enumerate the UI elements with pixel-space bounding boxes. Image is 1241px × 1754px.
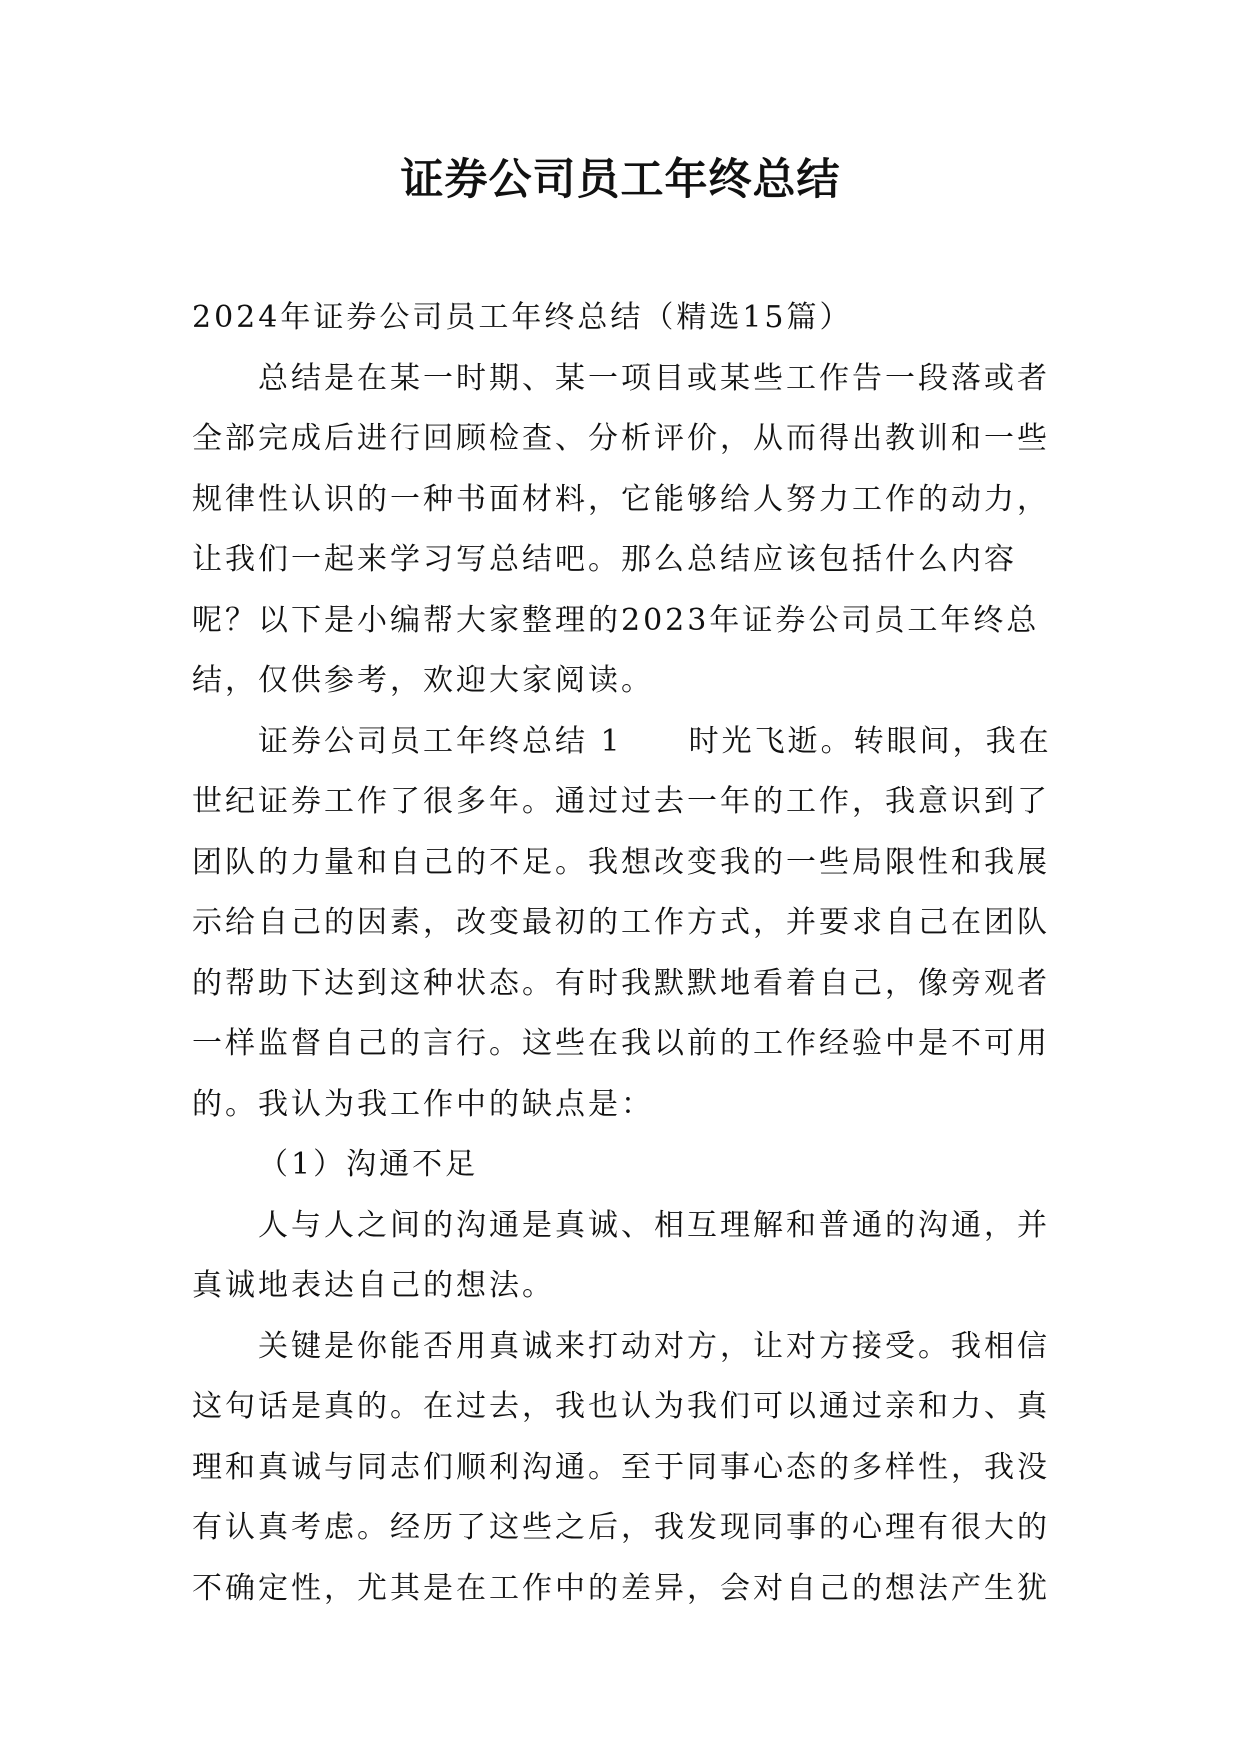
- paragraph-sincerity: [192, 1317, 1072, 1620]
- text-line: 一样监督自己的言行。这些在我以前的工作经验中是不可用: [192, 1026, 1050, 1061]
- document-title: 证券公司员工年终总结: [400, 155, 841, 205]
- text-line: 真诚地表达自己的想法。: [192, 1268, 555, 1303]
- text-line: 的帮助下达到这种状态。有时我默默地看着自己，像旁观者: [192, 965, 1050, 1001]
- text-line: 不确定性，尤其是在工作中的差异，会对自己的想法产生犹: [192, 1570, 1050, 1606]
- text-line: 总结是在某一时期、某一项目或某些工作告一段落或者: [258, 360, 1050, 396]
- text-line: 理和真诚与同志们顺利沟通。至于同事心态的多样性，我没: [192, 1449, 1050, 1485]
- text-line: 让我们一起来学习写总结吧。那么总结应该包括什么内容: [192, 542, 1017, 577]
- document-body: [192, 288, 1072, 1619]
- text-line: 的。我认为我工作中的缺点是：: [192, 1086, 654, 1122]
- text-line: 团队的力量和自己的不足。我想改变我的一些局限性和我展: [192, 844, 1050, 880]
- text-line: 有认真考虑。经历了这些之后，我发现同事的心理有很大的: [192, 1510, 1050, 1545]
- text-line: 全部完成后进行回顾检查、分析评价，从而得出教训和一些: [192, 421, 1050, 456]
- text-line: 结，仅供参考，欢迎大家阅读。: [192, 663, 654, 698]
- text-line: 人与人之间的沟通是真诚、相互理解和普通的沟通，并: [258, 1207, 1050, 1243]
- text-line: 这句话是真的。在过去，我也认为我们可以通过亲和力、真: [192, 1389, 1050, 1424]
- list-item-heading: [192, 1135, 1072, 1196]
- text-line: 示给自己的因素，改变最初的工作方式，并要求自己在团队: [192, 905, 1050, 940]
- subtitle-line: 2024年证券公司员工年终总结（精选15篇）: [192, 300, 853, 335]
- paragraph-communication: [192, 1196, 1072, 1317]
- text-line: （1）沟通不足: [258, 1147, 479, 1182]
- text-line: 规律性认识的一种书面材料，它能够给人努力工作的动力，: [192, 481, 1050, 517]
- text-line: 呢？以下是小编帮大家整理的2023年证券公司员工年终总: [192, 602, 1040, 638]
- document-subtitle: [192, 288, 1072, 349]
- text-line: 证券公司员工年终总结 1 时光飞逝。转眼间，我在: [258, 723, 1052, 759]
- text-line: 关键是你能否用真诚来打动对方，让对方接受。我相信: [258, 1328, 1050, 1364]
- paragraph-intro: [192, 349, 1072, 712]
- paragraph-summary-1: [192, 712, 1072, 1136]
- text-line: 世纪证券工作了很多年。通过过去一年的工作，我意识到了: [192, 784, 1050, 819]
